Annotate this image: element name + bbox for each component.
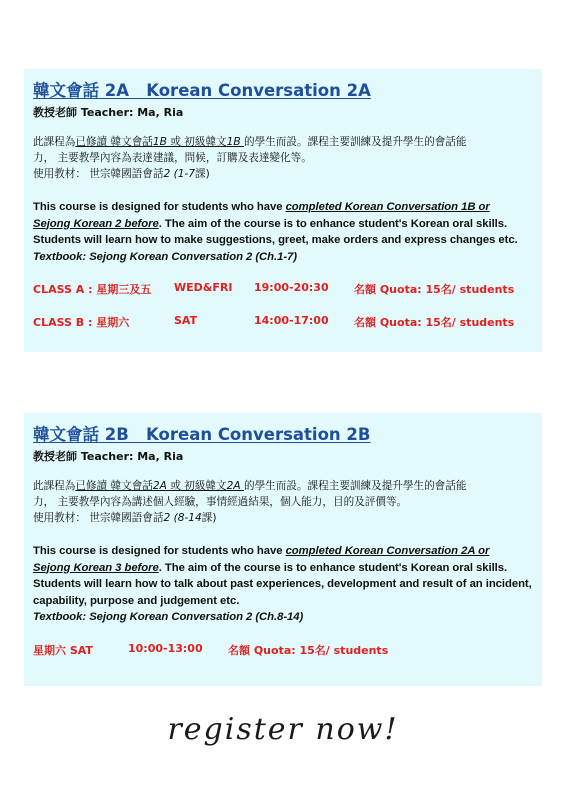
- english-description: This course is designed for students who have completed Korean Conversation 2A or Sejong Korean 3 before. The aim of the course is to enhance student's Korean oral skills. Students will learn how to talk about past experiences, development and result of an incident, capability, purpose and judgement etc. Textbook: Sejong Korean Conversation 2 (Ch.8-14): [33, 545, 532, 623]
- register-now-text: register now!: [167, 712, 399, 747]
- schedule-class-a: CLASS A : 星期三及五 WED&FRI 19:00-20:30 名額 Quota: 15名/ students: [33, 281, 515, 296]
- zh-line-2: 力， 主要教學內容為講述個人經驗，事情經過結果，個人能力，目的及評價等。: [33, 496, 408, 508]
- english-description: This course is designed for students who have completed Korean Conversation 1B or Sejong Korean 2 before. The aim of the course is to enhance student's Korean oral skills. Students will learn how to make suggestions, greet, make orders and express changes etc. Textbook: Sejong Korean Conversation 2 (Ch.1-7): [33, 201, 518, 263]
- chinese-description: [33, 134, 532, 182]
- teacher-line: 教授老師 Teacher: Ma, Ria: [33, 450, 184, 463]
- zh-line-1: 此課程為已修讀 韓文會話2A 或 初級韓文2A 的學生而設。課程主要訓練及提升學生的會話能: [33, 480, 467, 492]
- schedule-class: 星期六 SAT 10:00-13:00 名額 Quota: 15名/ students: [33, 641, 389, 657]
- course-title: 韓文會話 2A Korean Conversation 2A: [33, 81, 371, 100]
- course-card-2a: [24, 69, 542, 352]
- zh-line-1: 此課程為已修讀 韓文會話1B 或 初級韓文1B 的學生而設。課程主要訓練及提升學生的會話能: [33, 136, 467, 148]
- chinese-description: [33, 478, 532, 526]
- teacher-line: 教授老師 Teacher: Ma, Ria: [33, 106, 184, 119]
- zh-line-3: 使用教材： 世宗韓國語會話2 (8-14課): [33, 512, 217, 524]
- schedule-class-b: CLASS B : 星期六 SAT 14:00-17:00 名額 Quota: 15名/ students: [33, 314, 515, 329]
- course-card-2b: [24, 413, 542, 686]
- course-title: 韓文會話 2B Korean Conversation 2B: [33, 425, 371, 444]
- zh-line-3: 使用教材： 世宗韓國語會話2 (1-7課): [33, 168, 210, 180]
- textbook-line: Textbook: Sejong Korean Conversation 2 (Ch.1-7): [33, 250, 297, 263]
- zh-line-2: 力， 主要教學內容為表達建議，問候，訂購及表達變化等。: [33, 152, 312, 164]
- textbook-line: Textbook: Sejong Korean Conversation 2 (Ch.8-14): [33, 611, 304, 623]
